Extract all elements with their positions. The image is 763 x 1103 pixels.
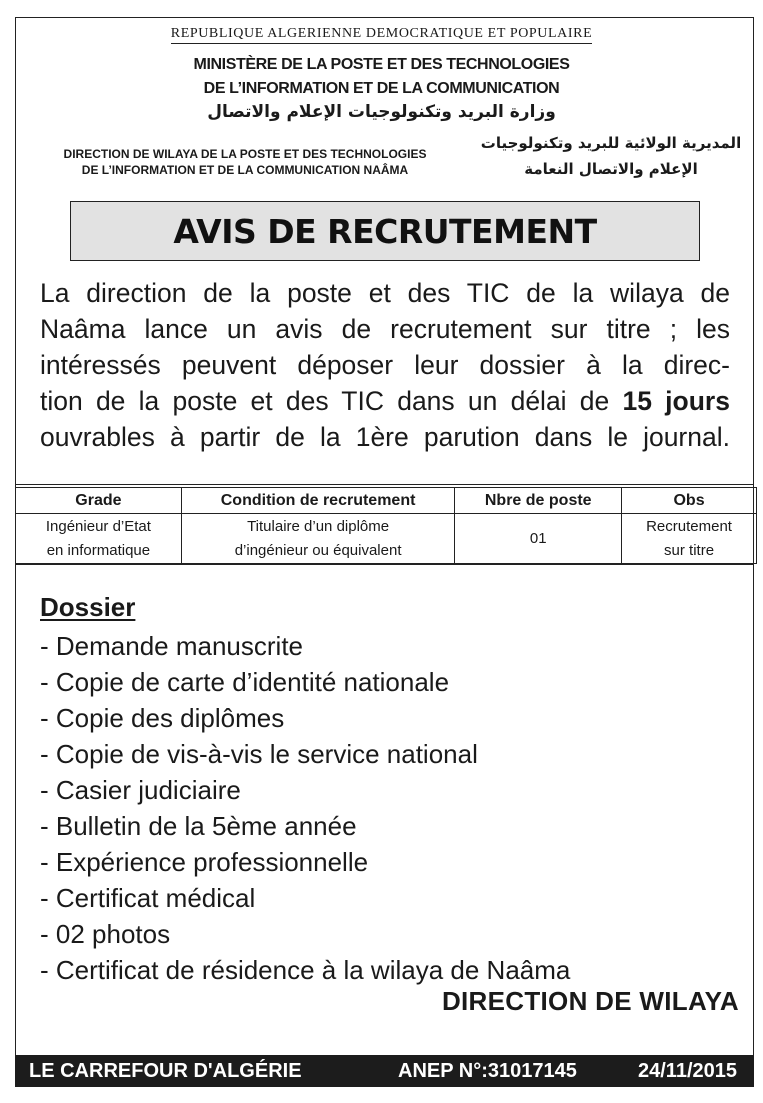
obs-line: Recrutement bbox=[646, 517, 732, 535]
condition-line: Titulaire d’un diplôme bbox=[247, 517, 390, 535]
intro-paragraph bbox=[40, 275, 730, 455]
grade-line: Ingénieur d’Etat bbox=[45, 517, 151, 535]
ministry-title-line1: MINISTÈRE DE LA POSTE ET DES TECHNOLOGIES bbox=[193, 56, 570, 73]
dossier-heading: Dossier bbox=[40, 592, 136, 622]
footer-bar bbox=[15, 1055, 754, 1087]
list-item: - 02 photos bbox=[40, 919, 171, 949]
table-header-row bbox=[16, 488, 757, 514]
divider bbox=[15, 484, 754, 485]
intro-line: intéressés peuvent déposer leur dossier à la direc- bbox=[40, 350, 730, 380]
list-item: - Certificat médical bbox=[40, 883, 256, 913]
condition-line: d’ingénieur ou équivalent bbox=[234, 541, 402, 559]
newspaper-name: LE CARREFOUR D'ALGÉRIE bbox=[29, 1059, 302, 1082]
direction-arabic-line1: المديرية الولائية للبريد وتكنولوجيات bbox=[480, 134, 742, 152]
direction-arabic bbox=[470, 130, 752, 182]
list-item: - Certificat de résidence à la wilaya de Naâma bbox=[40, 955, 571, 985]
list-item: - Casier judiciaire bbox=[40, 775, 241, 805]
list-item: - Copie de carte d’identité nationale bbox=[40, 667, 450, 697]
direction-french-line1: DIRECTION DE WILAYA DE LA POSTE ET DES TECHNOLOGIES bbox=[63, 147, 427, 161]
column-header: Condition de recrutement bbox=[181, 488, 455, 514]
direction-french bbox=[20, 146, 470, 178]
direction-french-line2: DE L’INFORMATION ET DE LA COMMUNICATION NAÂMA bbox=[81, 163, 409, 177]
intro-line: ouvrables à partir de la 1ère parution dans le journal. bbox=[40, 422, 730, 452]
list-item: - Copie de vis-à-vis le service national bbox=[40, 739, 478, 769]
obs-cell bbox=[622, 514, 757, 564]
grade-line: en informatique bbox=[46, 541, 151, 559]
divider bbox=[15, 564, 754, 565]
intro-line: La direction de la poste et des TIC de la wilaya de bbox=[40, 278, 730, 308]
publication-date: 24/11/2015 bbox=[638, 1059, 737, 1082]
title-banner bbox=[70, 201, 700, 261]
signature: DIRECTION DE WILAYA bbox=[441, 986, 739, 1016]
dossier-list bbox=[40, 628, 570, 988]
condition-cell bbox=[181, 514, 455, 564]
page-title: AVIS DE RECRUTEMENT bbox=[173, 211, 597, 251]
ministry-title-arabic: وزارة البريد وتكنولوجيات الإعلام والاتصال bbox=[207, 102, 556, 122]
intro-line bbox=[40, 383, 730, 419]
list-item: - Copie des diplômes bbox=[40, 703, 285, 733]
intro-text: tion de la poste et des TIC dans un délai de bbox=[40, 386, 610, 416]
republic-heading: REPUBLIQUE ALGERIENNE DEMOCRATIQUE ET POPULAIRE bbox=[0, 26, 763, 42]
list-item: - Demande manuscrite bbox=[40, 631, 303, 661]
obs-line: sur titre bbox=[664, 541, 715, 559]
list-item: - Bulletin de la 5ème année bbox=[40, 811, 357, 841]
positions-cell: 01 bbox=[455, 514, 622, 564]
grade-cell bbox=[16, 514, 182, 564]
delay-highlight: 15 jours bbox=[622, 386, 730, 416]
anep-number: ANEP N°:31017145 bbox=[398, 1059, 577, 1082]
direction-arabic-line2: الإعلام والاتصال النعامة bbox=[524, 160, 698, 178]
column-header: Nbre de poste bbox=[455, 488, 622, 514]
column-header: Obs bbox=[622, 488, 757, 514]
list-item: - Expérience professionnelle bbox=[40, 847, 369, 877]
intro-line: Naâma lance un avis de recrutement sur titre ; les bbox=[40, 314, 730, 344]
table-row bbox=[16, 514, 757, 564]
column-header: Grade bbox=[16, 488, 182, 514]
ministry-title-line2: DE L’INFORMATION ET DE LA COMMUNICATION bbox=[203, 80, 560, 97]
recruitment-table bbox=[15, 487, 757, 564]
